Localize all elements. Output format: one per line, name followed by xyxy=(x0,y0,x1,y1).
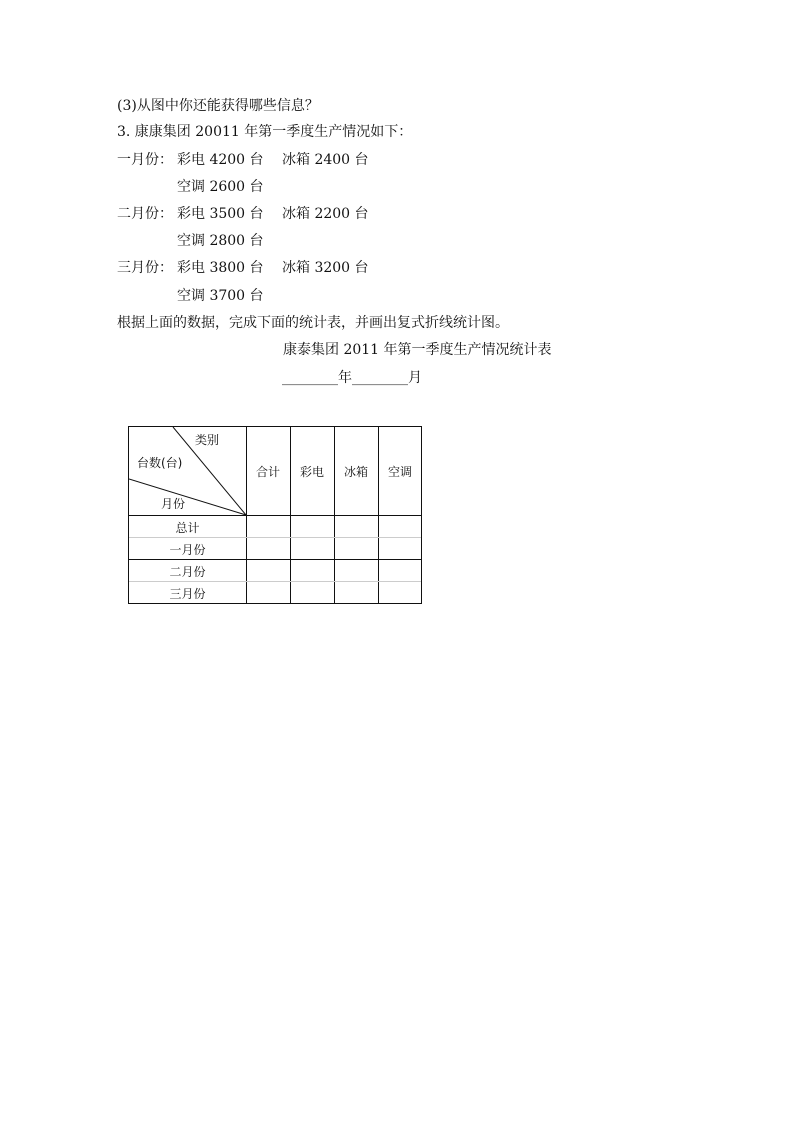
column-ac: 空调 xyxy=(387,465,412,479)
mar-fridge: 冰箱 3200 台 xyxy=(282,260,369,276)
feb-label: 二月份： xyxy=(117,206,173,222)
question-3-item: (3)从图中你还能获得哪些信息？ xyxy=(117,98,319,114)
mar-label: 三月份： xyxy=(117,260,173,276)
mar-ac: 空调 3700 台 xyxy=(177,288,264,304)
column-tv: 彩电 xyxy=(299,465,324,479)
date-line: ________年________月 xyxy=(282,370,422,386)
jan-fridge: 冰箱 2400 台 xyxy=(282,152,369,168)
jan-tv: 彩电 4200 台 xyxy=(177,152,264,168)
instruction: 根据上面的数据，完成下面的统计表，并画出复式折线统计图。 xyxy=(117,315,509,331)
column-fridge: 冰箱 xyxy=(343,465,368,479)
row-total: 总计 xyxy=(175,521,200,535)
row-mar: 三月份 xyxy=(169,587,206,601)
jan-label: 一月份： xyxy=(117,152,173,168)
feb-fridge: 冰箱 2200 台 xyxy=(282,206,369,222)
row-jan: 一月份 xyxy=(169,543,206,557)
table-title: 康泰集团 2011 年第一季度生产情况统计表 xyxy=(283,342,552,358)
problem-title: 3. 康康集团 20011 年第一季度生产情况如下： xyxy=(117,124,413,140)
feb-ac: 空调 2800 台 xyxy=(177,233,264,249)
statistics-table xyxy=(128,426,422,604)
header-month: 月份 xyxy=(161,497,186,511)
feb-tv: 彩电 3500 台 xyxy=(177,206,264,222)
header-category: 类别 xyxy=(195,433,220,447)
column-total: 合计 xyxy=(255,465,280,479)
diagonal-header-lines xyxy=(129,427,247,516)
header-count: 台数(台) xyxy=(137,456,183,470)
jan-ac: 空调 2600 台 xyxy=(177,179,264,195)
mar-tv: 彩电 3800 台 xyxy=(177,260,264,276)
row-feb: 二月份 xyxy=(169,565,206,579)
